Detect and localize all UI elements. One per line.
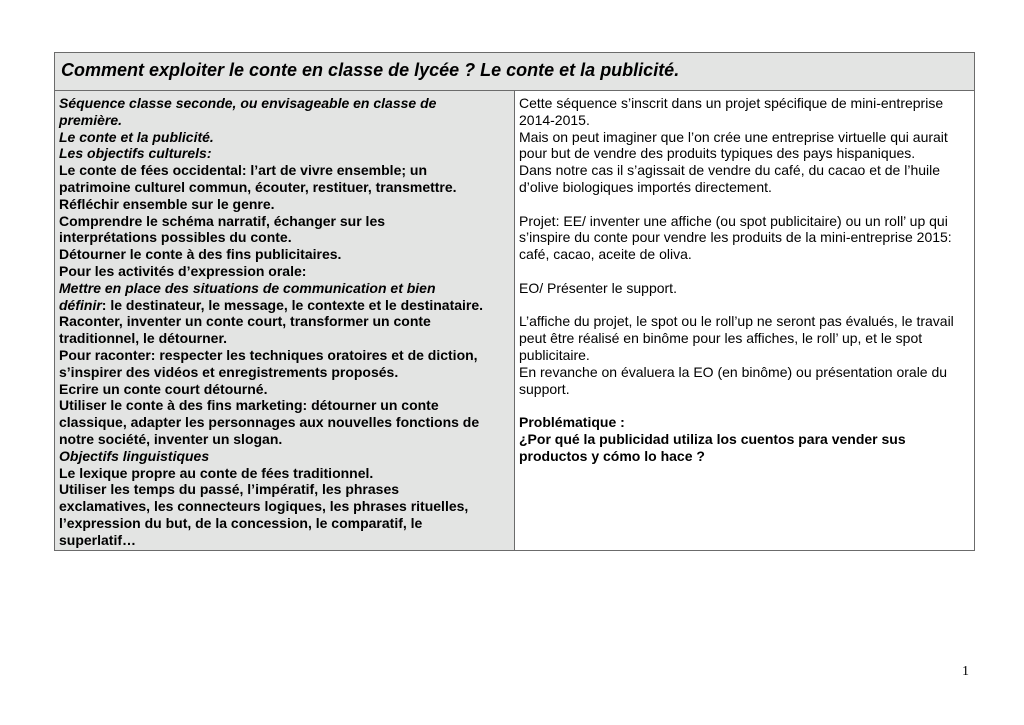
linguistic-objectives-heading: Objectifs linguistiques (59, 447, 210, 464)
table-title: Comment exploiter le conte en classe de lycée ? Le conte et la publicité. (55, 53, 975, 91)
description-line: En revanche on évaluera la EO (en binôme) ou présentation orale du (519, 363, 948, 380)
objective-line: classique, adapter les personnages aux nouvelles fonctions de (59, 414, 480, 431)
objective-line: traditionnel, le détourner. (59, 330, 228, 347)
objective-line: Ecrire un conte court détourné. (59, 380, 268, 397)
description-line: EO/ Présenter le support. (519, 279, 677, 296)
definir-rest: : le destinateur, le message, le contexte et le destinataire. (101, 296, 484, 313)
paragraph-gap (519, 263, 970, 280)
sequence-level-line: première. (59, 111, 123, 128)
description-line: Mais on peut imaginer que l’on crée une entreprise virtuelle qui aurait (519, 128, 948, 145)
problematique-question: productos y cómo lo hace ? (519, 447, 705, 464)
content-row (55, 91, 975, 551)
objective-line: Comprendre le schéma narratif, échanger sur les (59, 212, 386, 229)
objective-line: Détourner le conte à des fins publicitaires. (59, 246, 342, 263)
objective-line: exclamatives, les connecteurs logiques, les phrases rituelles, (59, 498, 469, 515)
description-line: s’inspire du conte pour vendre les produits de la mini-entreprise 2015: (519, 229, 952, 246)
cultural-objectives-heading: Les objectifs culturels: (59, 145, 212, 162)
objective-line: l’expression du but, de la concession, le comparatif, le (59, 514, 423, 531)
objective-line: Le conte de fées occidental: l’art de vivre ensemble; un (59, 162, 428, 179)
problematique-question: ¿Por qué la publicidad utiliza los cuentos para vender sus (519, 430, 906, 447)
problematique-heading: Problématique : (519, 414, 625, 431)
objective-line: Utiliser les temps du passé, l’impératif, les phrases (59, 481, 400, 498)
description-line: support. (519, 380, 570, 397)
objective-line: Réfléchir ensemble sur le genre. (59, 195, 275, 212)
objective-line: Utiliser le conte à des fins marketing: détourner un conte (59, 397, 439, 414)
description-line: Dans notre cas il s’agissait de vendre du café, du cacao et de l’huile (519, 162, 941, 179)
sequence-level-line: Séquence classe seconde, ou envisageable en classe de (59, 95, 437, 111)
objective-line: notre société, inventer un slogan. (59, 430, 283, 447)
objectives-cell (55, 91, 515, 551)
objective-line: Pour raconter: respecter les techniques oratoires et de diction, (59, 346, 478, 363)
description-line: 2014-2015. (519, 111, 590, 128)
description-line: d’olive biologiques importés directement. (519, 178, 772, 195)
objective-line: Raconter, inventer un conte court, transformer un conte (59, 313, 431, 330)
objective-line: s’inspirer des vidéos et enregistrements proposés. (59, 363, 399, 380)
description-line: peut être réalisé en binôme pour les affiches, le roll’ up, et le spot (519, 330, 923, 347)
sequence-table (54, 52, 975, 551)
paragraph-gap (519, 397, 970, 414)
description-line: Cette séquence s’inscrit dans un projet spécifique de mini-entreprise (519, 95, 944, 111)
description-line: café, cacao, aceite de oliva. (519, 246, 692, 263)
project-description-cell (515, 91, 975, 551)
objective-line: Pour les activités d’expression orale: (59, 262, 307, 279)
description-line: Projet: EE/ inventer une affiche (ou spot publicitaire) ou un roll’ up qui (519, 212, 948, 229)
objective-line (59, 297, 510, 314)
objective-line: patrimoine culturel commun, écouter, restituer, transmettre. (59, 178, 457, 195)
objective-line: Mettre en place des situations de communication et bien (59, 279, 436, 296)
description-line: L’affiche du projet, le spot ou le roll’up ne seront pas évalués, le travail (519, 313, 954, 330)
objective-line: interprétations possibles du conte. (59, 229, 292, 246)
title-row (55, 53, 975, 91)
objective-line: superlatif… (59, 531, 137, 548)
description-line: publicitaire. (519, 346, 590, 363)
description-line: pour but de vendre des produits typiques des pays hispaniques. (519, 145, 916, 162)
sequence-subtitle: Le conte et la publicité. (59, 128, 214, 145)
paragraph-gap (519, 297, 970, 314)
definir-emphasis: définir (59, 296, 102, 313)
objective-line: Le lexique propre au conte de fées traditionnel. (59, 464, 374, 481)
paragraph-gap (519, 196, 970, 213)
page-number: 1 (962, 664, 969, 679)
